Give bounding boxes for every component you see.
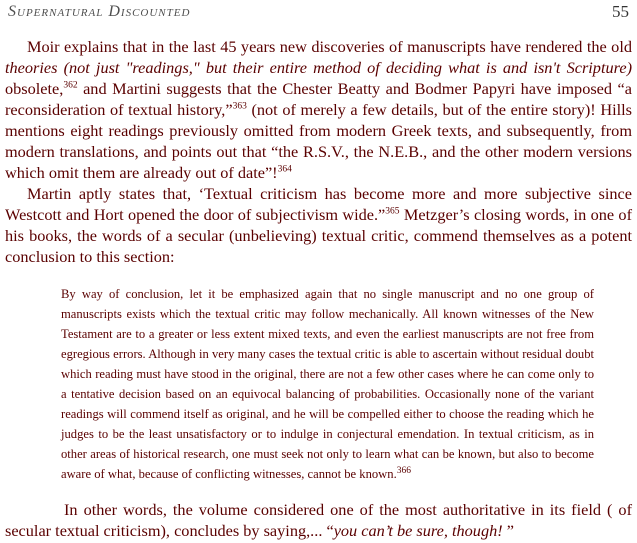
footnote-ref-365[interactable]: 365 xyxy=(385,206,400,217)
paragraph-text: Metzger’s closing words, in one of his books, the words of a secular (unbelieving) textual critic, commend themselves as a potent conclusion to this section: xyxy=(5,205,632,266)
paragraph-text: and Martini suggests that the Chester Beatty and Bodmer Papyri have imposed “a reconsideration of textual history,” xyxy=(5,79,632,119)
running-title: Supernatural Discounted xyxy=(8,3,191,20)
paragraph-martin xyxy=(5,183,632,267)
footnote-ref-363[interactable]: 363 xyxy=(232,101,247,112)
paragraph-text: ” xyxy=(502,521,514,540)
footnote-ref-364[interactable]: 364 xyxy=(277,164,292,175)
block-quote-metzger xyxy=(61,284,594,484)
body-text xyxy=(5,36,632,267)
paragraph-text: (not of merely a few details, but of the entire story)! Hills mentions eight readings previously omitted from modern Greek texts, and subsequently, from modern translations, and points out that “the R.S.V., the N.E.B., and the other modern versions which omit them are already out of date”! xyxy=(5,100,632,182)
paragraph-text: Martin aptly states that, ‘Textual criticism has become more and more subjective since Westcott and Hort opened the door of subjectivism wide.” xyxy=(5,184,632,224)
italic-emphasis: theories (not just "readings," but their entire method of deciding what is and isn't Scripture) xyxy=(5,58,632,77)
page-number: 55 xyxy=(612,2,629,21)
paragraph-closing xyxy=(5,499,632,541)
paragraph-moir xyxy=(5,36,632,183)
footnote-ref-362[interactable]: 362 xyxy=(63,80,78,91)
footnote-ref-366[interactable]: 366 xyxy=(396,465,411,476)
paragraph-text: In other words, the volume considered one of the most authoritative in its field ( of secular textual criticism), concludes by saying,... “ xyxy=(5,500,632,540)
italic-quote: you can’t be sure, though! xyxy=(333,521,503,540)
paragraph-text: Moir explains that in the last 45 years new discoveries of manuscripts have rendered the old xyxy=(27,37,632,56)
paragraph-text: obsolete, xyxy=(5,79,64,98)
quote-text: By way of conclusion, let it be emphasized again that no single manuscript and no one group of manuscripts exists which the textual critic may follow mechanically. All known witnesses of the New Testament are to a greater or less extent mixed texts, and even the earliest manuscripts are not free from egregious errors. Although in very many cases the textual critic is able to ascertain without residual doubt which reading must have stood in the original, there are not a few other cases where he can come only to a tentative decision based on an equivocal balancing of probabilities. Occasionally none of the variant readings will commend itself as original, and he will be compelled either to choose the reading which he judges to be the least unsatisfactory or to indulge in conjectural emendation. In textual criticism, as in other areas of historical research, one must seek not only to learn what can be known, but also to become aware of what, because of conflicting witnesses, cannot be known. xyxy=(61,287,594,481)
